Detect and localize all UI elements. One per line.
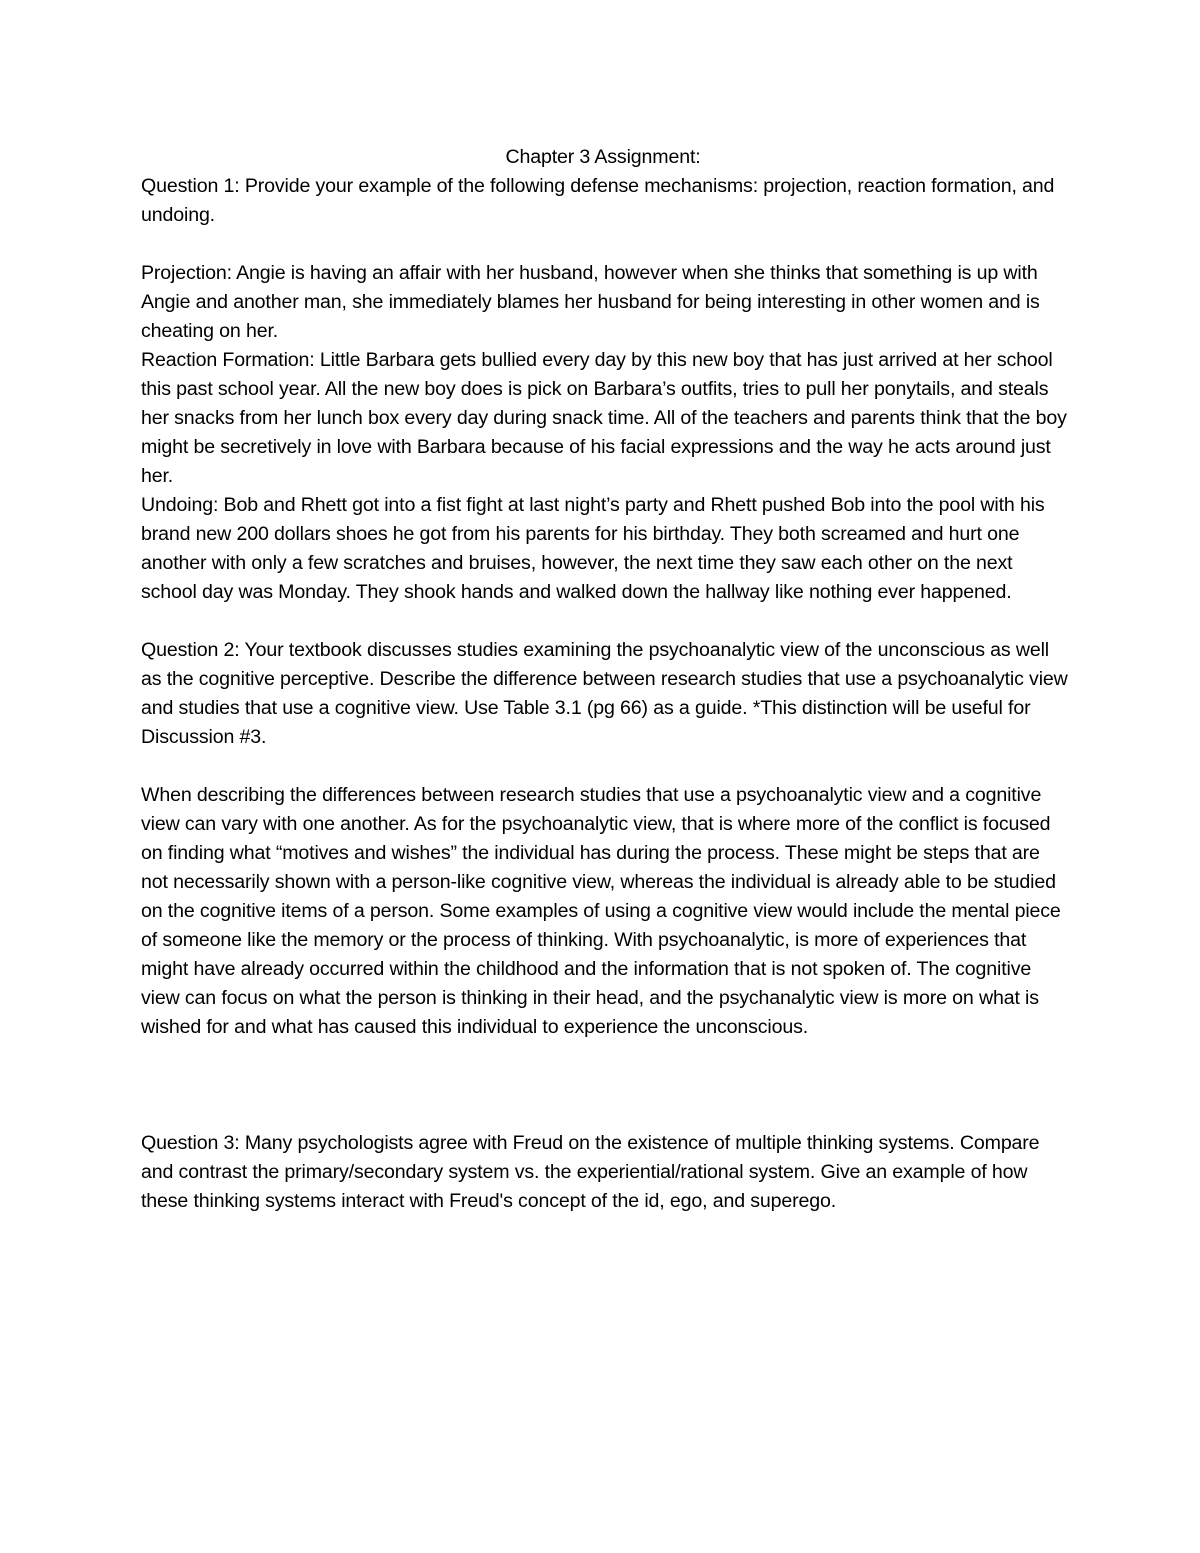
document-body <box>141 143 1071 1216</box>
question-2-answer: When describing the differences between research studies that use a psychoanalytic view and a cognitive view can vary with one another. As for the psychoanalytic view, that is where more of the conflict is focused on finding what “motives and wishes” the individual has during the process. These might be steps that are not necessarily shown with a person-like cognitive view, whereas the individual is already able to be studied on the cognitive items of a person. Some examples of using a cognitive view would include the mental piece of someone like the memory or the process of thinking. With psychoanalytic, is more of experiences that might have already occurred within the childhood and the information that is not spoken of. The cognitive view can focus on what the person is thinking in their head, and the psychanalytic view is more on what is wished for and what has caused this individual to experience the unconscious. <box>141 784 1061 1038</box>
question-2: Question 2: Your textbook discusses studies examining the psychoanalytic view of the unconscious as well as the cognitive perceptive. Describe the difference between research studies that use a psychoanalytic view and studies that use a cognitive view. Use Table 3.1 (pg 66) as a guide. *This distinction will be useful for Discussion #3. <box>141 639 1068 748</box>
paragraph-spacer <box>141 752 1071 781</box>
question-1: Question 1: Provide your example of the following defense mechanisms: projection, reaction formation, and undoing. <box>141 175 1055 226</box>
paragraph-spacer <box>141 230 1071 259</box>
question-3: Question 3: Many psychologists agree with Freud on the existence of multiple thinking systems. Compare and contrast the primary/secondary system vs. the experiential/rational system. Give an example of how these thinking systems interact with Freud's concept of the id, ego, and superego. <box>141 1132 1040 1212</box>
paragraph-spacer <box>141 607 1071 636</box>
paragraph-spacer <box>141 1042 1071 1129</box>
undoing-answer: Undoing: Bob and Rhett got into a fist fight at last night’s party and Rhett pushed Bob into the pool with his brand new 200 dollars shoes he got from his parents for his birthday. They both screamed and hurt one another with only a few scratches and bruises, however, the next time they saw each other on the next school day was Monday. They shook hands and walked down the hallway like nothing ever happened. <box>141 494 1045 603</box>
projection-answer: Projection: Angie is having an affair with her husband, however when she thinks that something is up with Angie and another man, she immediately blames her husband for being interesting in other women and is cheating on her. <box>141 262 1040 342</box>
document-title: Chapter 3 Assignment: <box>505 146 701 168</box>
reaction-formation-answer: Reaction Formation: Little Barbara gets bullied every day by this new boy that has just arrived at her school this past school year. All the new boy does is pick on Barbara’s outfits, tries to pull her ponytails, and steals her snacks from her lunch box every day during snack time. All of the teachers and parents think that the boy might be secretively in love with Barbara because of his facial expressions and the way he acts around just her. <box>141 349 1067 487</box>
